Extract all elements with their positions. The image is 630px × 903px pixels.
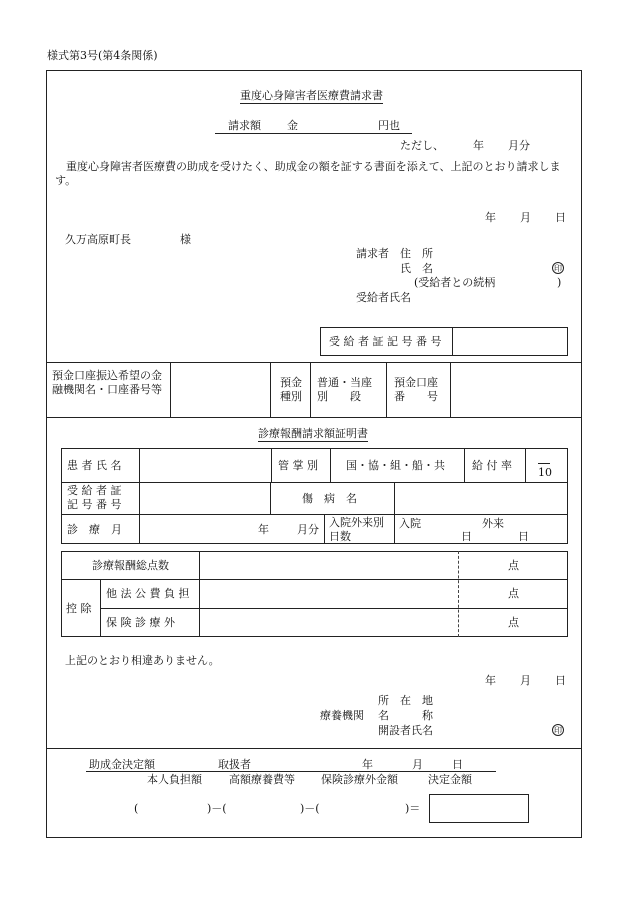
cert-col-3 [330, 448, 331, 482]
non-insured-label: 保険診療外金額 [321, 773, 398, 786]
cert-col-8 [324, 514, 325, 544]
recipient-cert-label: 受 給 者 証 記 号 番 号 [67, 484, 122, 511]
points-col-1 [199, 551, 200, 637]
cert-number-divider [452, 327, 453, 356]
points-row-line-1 [61, 579, 568, 580]
recipient-name-label: 受給者氏名 [356, 291, 411, 304]
decision-day: 日 [452, 758, 463, 771]
bank-name-field[interactable] [174, 366, 266, 413]
treatment-year: 年 [258, 523, 269, 536]
claim-month-portion: 月分 [508, 139, 530, 152]
claim-kin: 金 [287, 119, 298, 132]
form-title: 重度心身障害者医療費請求書 [240, 89, 383, 102]
institution-founder-label: 開設者氏名 [378, 724, 433, 737]
cert-number-label: 受 給 者 証 記 号 番 号 [329, 335, 442, 348]
bank-divider-1 [170, 362, 171, 417]
confirm-month: 月 [520, 674, 531, 687]
cert-title: 診療報酬請求額証明書 [258, 427, 368, 440]
claim-amount-label: 請求額 [228, 119, 261, 132]
request-text: 重度心身障害者医療費の助成を受けたく、助成金の額を証する書面を添えて、上記のとおり請求します。 [55, 160, 561, 187]
cert-col-5 [525, 448, 526, 482]
handler-label: 取扱者 [218, 758, 251, 771]
institution-name-label: 名 称 [378, 709, 433, 722]
disease-field[interactable] [398, 486, 564, 510]
deposit-type-options: 普通・当座別 段 [317, 376, 372, 403]
institution-location-label: 所 在 地 [378, 694, 433, 707]
inout-label: 入院外来別 日数 [329, 516, 384, 543]
seal-mark: 印 [554, 264, 562, 273]
decided-amount-box[interactable] [429, 794, 529, 823]
self-pay-label: 本人負担額 [147, 773, 202, 786]
claim-year: 年 [473, 139, 484, 152]
cert-col-4 [464, 448, 465, 482]
bank-label: 預金口座振込希望の金融機関名・口座番号等 [52, 369, 162, 396]
claimant-relation: (受給者との続柄 [414, 276, 496, 289]
decision-year: 年 [362, 758, 373, 771]
bank-divider-5 [450, 362, 451, 417]
decided-amount-label: 決定金額 [428, 773, 472, 786]
institution-label: 療養機関 [320, 709, 364, 722]
points-col-2 [100, 579, 101, 637]
bank-bottom-line [46, 417, 582, 418]
cert-col-2 [271, 448, 272, 482]
disease-label: 傷 病 名 [302, 492, 357, 505]
claimant-name-label: 氏 名 [400, 262, 433, 275]
account-number-field[interactable] [454, 366, 578, 413]
inpatient-days-unit: 日 [461, 530, 472, 543]
account-number-label: 預金口座番 号 [394, 376, 438, 403]
outpatient-days-unit: 日 [518, 530, 529, 543]
bank-divider-4 [386, 362, 387, 417]
bank-divider-3 [310, 362, 311, 417]
form-number-label: 様式第3号(第4条関係) [47, 49, 158, 62]
high-cost-label: 高額療養費等 [229, 773, 295, 786]
deduction-label: 控 除 [66, 602, 92, 615]
benefit-rate-fraction-line [538, 463, 550, 464]
cert-number-field[interactable] [455, 331, 565, 352]
total-points-label: 診療報酬総点数 [92, 559, 169, 572]
claimant-address-label: 住 所 [400, 247, 433, 260]
patient-name-label: 患 者 氏 名 [67, 459, 122, 472]
cert-col-6 [270, 482, 271, 514]
date-month: 月 [520, 211, 531, 224]
total-points-unit: 点 [508, 559, 519, 572]
claim-yen: 円也 [378, 119, 400, 132]
benefit-rate-label: 給 付 率 [472, 459, 512, 472]
confirm-year: 年 [485, 674, 496, 687]
date-day: 日 [555, 211, 566, 224]
uninsured-unit: 点 [508, 616, 519, 629]
institution-seal-mark: 印 [554, 726, 562, 735]
patient-name-field[interactable] [143, 452, 267, 478]
recipient-cert-field[interactable] [143, 486, 267, 510]
calc-open-paren: ( [134, 802, 139, 815]
confirm-day: 日 [555, 674, 566, 687]
points-row-line-2 [100, 608, 568, 609]
decision-month: 月 [412, 758, 423, 771]
claim-underline [215, 133, 412, 134]
outpatient-label: 外来 [482, 517, 504, 530]
bank-divider-2 [270, 362, 271, 417]
bank-top-line [46, 362, 582, 363]
calc-minus-1: )－( [207, 802, 227, 815]
addressee-sama: 様 [180, 233, 191, 246]
decision-top-line [46, 748, 582, 749]
jurisdiction-options: 国・協・組・船・共 [346, 459, 445, 472]
treatment-month-label: 診 療 月 [67, 523, 122, 536]
deposit-type-label: 預金種別 [280, 376, 302, 403]
other-law-unit: 点 [508, 587, 519, 600]
confirm-text: 上記のとおり相違ありません。 [65, 654, 220, 667]
cert-row-line-1 [61, 482, 568, 483]
claimant-relation-close: ) [557, 276, 562, 289]
other-law-label: 他 法 公 費 負 担 [106, 587, 190, 600]
jurisdiction-label: 管 掌 別 [278, 459, 318, 472]
inpatient-label: 入院 [399, 517, 421, 530]
claim-tadashi: ただし、 [400, 139, 444, 152]
claimant-label: 請求者 [356, 247, 389, 260]
cert-row-line-2 [61, 514, 568, 515]
cert-col-7 [394, 482, 395, 544]
points-dashed-line [458, 551, 459, 637]
treatment-month-portion: 月分 [297, 523, 319, 536]
uninsured-label: 保 険 診 療 外 [106, 616, 175, 629]
benefit-rate-value: 10 [538, 466, 552, 479]
date-year: 年 [485, 211, 496, 224]
calc-minus-2: )－( [300, 802, 320, 815]
decision-amount-label: 助成金決定額 [89, 758, 155, 771]
cert-col-1 [139, 448, 140, 544]
calc-equals: )＝ [405, 802, 421, 815]
addressee-name: 久万高原町長 [65, 233, 131, 246]
decision-underline [86, 771, 496, 772]
